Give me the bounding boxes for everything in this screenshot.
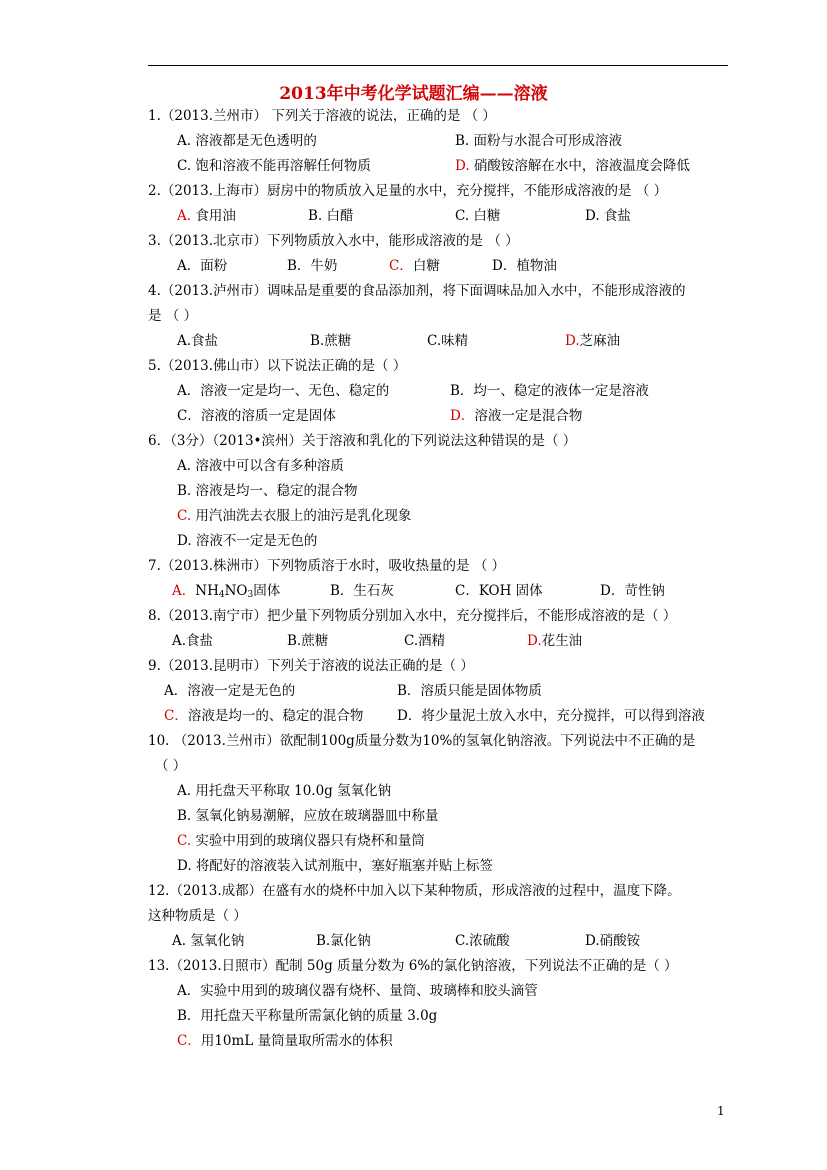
question-5-option-b: B．均一、稳定的液体一定是溶液: [450, 383, 649, 399]
option-text: 溶液是均一的、稳定的混合物: [187, 708, 364, 724]
option-text: 固体: [253, 583, 281, 599]
option-text: 实验中用到的玻璃仪器只有烧杯和量筒: [191, 833, 425, 849]
question-8-stem: 8.（2013.南宁市）把少量下列物质分别加入水中，充分搅拌后，不能形成溶液的是（ ）: [148, 608, 677, 624]
question-2-option-a: [177, 207, 236, 225]
question-13-stem: 13.（2013.日照市）配制 50g 质量分数为 6%的氯化钠溶液，下列说法不正确的是（ ）: [148, 958, 678, 974]
question-8-option-a: A.食盐: [172, 633, 214, 649]
question-12-option-a: A. 氢氧化钠: [172, 933, 245, 949]
question-7-option-d: D．苛性钠: [600, 583, 665, 599]
question-4-option-a: A.食盐: [177, 333, 219, 349]
answer-mark: A．: [172, 583, 196, 599]
question-1-option-a: A. 溶液都是无色透明的: [177, 133, 317, 149]
question-4-option-d: [565, 332, 620, 350]
option-text: 用10mL 量筒量取所需水的体积: [200, 1033, 393, 1049]
option-text: 用汽油洗去衣服上的油污是乳化现象: [191, 508, 412, 524]
question-2-option-c: C. 白糖: [455, 208, 501, 224]
question-13-option-b: B．用托盘天平称量所需氯化钠的质量 3.0g: [177, 1008, 438, 1024]
question-12-option-d: D.硝酸铵: [585, 933, 641, 949]
question-12-stem: 12.（2013.成都）在盛有水的烧杯中加入以下某种物质，形成溶液的过程中，温度下降。: [148, 883, 681, 899]
question-7-option-c: C．KOH 固体: [455, 583, 543, 599]
question-9-stem: 9.（2013.昆明市）下列关于溶液的说法正确的是（ ）: [148, 658, 474, 674]
option-text: 硝酸铵溶解在水中，溶液温度会降低: [469, 158, 690, 174]
question-1-stem: 1.（2013.兰州市） 下列关于溶液的说法，正确的是 （ ）: [148, 108, 496, 124]
question-3-option-a: A．面粉: [177, 258, 228, 274]
answer-mark: C．: [177, 1033, 201, 1049]
question-1-option-b: B. 面粉与水混合可形成溶液: [455, 133, 623, 149]
answer-mark: D.: [527, 633, 542, 649]
option-text: 花生油: [541, 633, 583, 649]
question-6-option-b: B. 溶液是均一、稳定的混合物: [177, 483, 358, 499]
question-8-option-d: [527, 632, 582, 650]
formula-text: NH: [195, 583, 219, 599]
option-text: 芝麻油: [579, 333, 621, 349]
question-3-stem: 3.（2013.北京市）下列物质放入水中，能形成溶液的是 （ ）: [148, 233, 519, 249]
answer-mark: A.: [177, 208, 192, 224]
question-5-option-d: [450, 407, 582, 425]
question-4-stem-continued: 是 （ ）: [148, 308, 198, 324]
question-1-option-c: C. 饱和溶液不能再溶解任何物质: [177, 158, 371, 174]
formula-subscript: 4: [218, 590, 225, 600]
question-13-option-c: [177, 1032, 393, 1050]
answer-mark: D.: [455, 158, 470, 174]
question-4-option-b: B.蔗糖: [310, 333, 352, 349]
question-2-stem: 2.（2013.上海市）厨房中的物质放入足量的水中，充分搅拌，不能形成溶液的是 （ ）: [148, 183, 668, 199]
question-6-stem: 6．（3分）（2013•滨州）关于溶液和乳化的下列说法这种错误的是（ ）: [148, 433, 577, 449]
question-10-option-b: B. 氢氧化钠易潮解，应放在玻璃器皿中称量: [177, 808, 439, 824]
option-text: 溶液一定是混合物: [474, 408, 583, 424]
question-10-option-a: A. 用托盘天平称取 10.0g 氢氧化钠: [177, 783, 392, 799]
question-9-option-a: A．溶液一定是无色的: [164, 683, 296, 699]
question-2-option-d: D. 食盐: [585, 208, 631, 224]
question-4-stem: 4.（2013.泸州市）调味品是重要的食品添加剂，将下面调味品加入水中，不能形成溶液的: [148, 283, 686, 299]
question-10-option-c: [177, 832, 425, 850]
answer-mark: C.: [177, 833, 192, 849]
option-text: 食用油: [191, 208, 236, 224]
question-5-option-a: A．溶液一定是均一、无色、稳定的: [177, 383, 390, 399]
question-5-option-c: C．溶液的溶质一定是固体: [177, 408, 336, 424]
question-9-option-b: B．溶质只能是固体物质: [397, 683, 542, 699]
page-title: 2013年中考化学试题汇编——溶液: [279, 84, 548, 104]
answer-mark: D．: [450, 408, 475, 424]
question-3-option-d: D．植物油: [492, 258, 557, 274]
question-7-option-b: B．生石灰: [330, 583, 394, 599]
question-12-option-b: B.氯化钠: [316, 933, 371, 949]
question-3-option-c: [389, 257, 440, 275]
question-9-option-d: D．将少量泥土放入水中，充分搅拌，可以得到溶液: [397, 708, 705, 724]
answer-mark: C．: [164, 708, 188, 724]
question-12-stem-continued: 这种物质是（ ）: [148, 908, 247, 924]
answer-mark: C．: [389, 258, 413, 274]
question-6-option-d: D. 溶液不一定是无色的: [177, 533, 318, 549]
question-6-option-a: A. 溶液中可以含有多种溶质: [177, 458, 344, 474]
question-7-stem: 7.（2013.株洲市）下列物质溶于水时，吸收热量的是 （ ）: [148, 558, 506, 574]
question-12-option-c: C.浓硫酸: [455, 933, 510, 949]
answer-mark: C.: [177, 508, 192, 524]
answer-mark: D.: [565, 333, 580, 349]
question-7-option-a: [172, 582, 280, 604]
question-13-option-a: A．实验中用到的玻璃仪器有烧杯、量筒、玻璃棒和胶头滴管: [177, 983, 538, 999]
question-8-option-b: B.蔗糖: [287, 633, 329, 649]
question-5-stem: 5.（2013.佛山市）以下说法正确的是（ ）: [148, 358, 407, 374]
question-10-option-d: D. 将配好的溶液装入试剂瓶中，塞好瓶塞并贴上标签: [177, 858, 493, 874]
header-rule: [148, 65, 728, 66]
question-8-option-c: C.酒精: [404, 633, 446, 649]
option-text: 白糖: [412, 258, 440, 274]
question-10-stem-continued: （ ）: [155, 758, 187, 774]
question-3-option-b: B．牛奶: [287, 258, 338, 274]
question-10-stem: 10. （2013.兰州市）欲配制100g质量分数为10%的氢氧化钠溶液。下列说法中不正确的是: [148, 733, 696, 749]
formula-text: NO: [224, 583, 248, 599]
question-4-option-c: C.味精: [427, 333, 469, 349]
question-2-option-b: B. 白醋: [308, 208, 354, 224]
question-6-option-c: [177, 507, 411, 525]
question-9-option-c: [164, 707, 363, 725]
formula-subscript: 3: [247, 590, 254, 600]
page-number: 1: [717, 1104, 725, 1118]
question-1-option-d: [455, 157, 690, 175]
